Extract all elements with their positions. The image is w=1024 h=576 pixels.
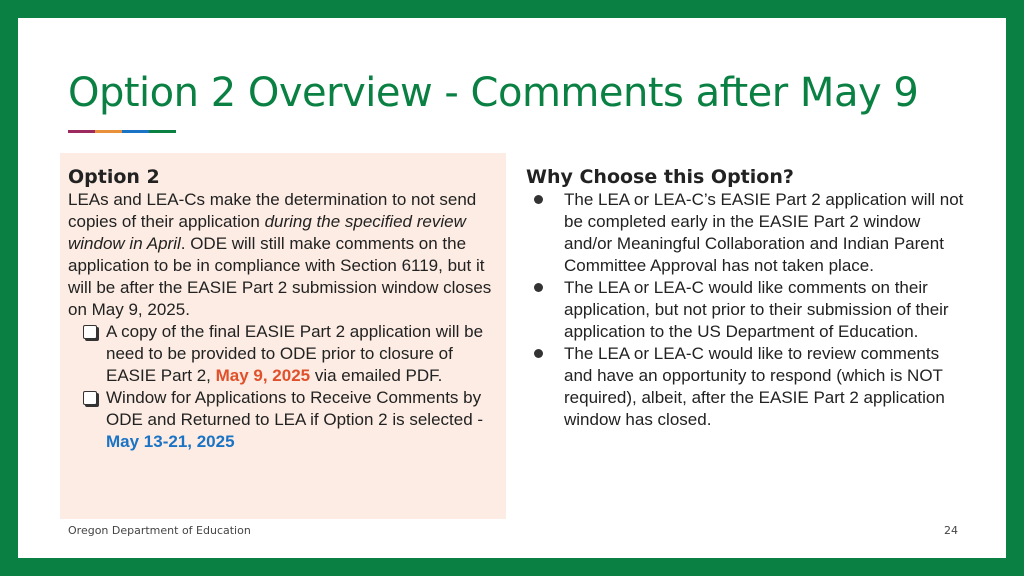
bullet-icon xyxy=(534,195,543,204)
accent-segment-1 xyxy=(68,130,95,133)
intro-text-2: . ODE will still make comments on the application to be in compliance with Section 6119, but it will be after the EASIE Part 2 submission window closes on May 9, 2025. xyxy=(68,234,492,319)
list-item xyxy=(526,277,966,343)
page-number: 24 xyxy=(944,524,958,537)
why-choose-heading: Why Choose this Option? xyxy=(526,166,794,188)
item-text-before: Window for Applications to Receive Comments by ODE and Returned to LEA if Option 2 is selected - xyxy=(106,388,484,429)
accent-segment-4 xyxy=(149,130,176,133)
slide xyxy=(18,18,1006,558)
accent-segment-2 xyxy=(95,130,122,133)
item-text-after: via emailed PDF. xyxy=(310,366,443,385)
why-choose-list xyxy=(526,189,966,431)
checklist-item xyxy=(68,321,498,387)
bullet-icon xyxy=(534,349,543,358)
window-highlight: May 13-21, 2025 xyxy=(106,432,235,451)
bullet-text: The LEA or LEA-C would like comments on their application, but not prior to their submission of their application to the US Department of Education. xyxy=(564,278,949,341)
checkbox-icon xyxy=(83,325,97,339)
footer-org: Oregon Department of Education xyxy=(68,524,251,537)
option-2-heading: Option 2 xyxy=(68,166,160,188)
deadline-highlight: May 9, 2025 xyxy=(215,366,311,385)
item-text-before: A copy of the final EASIE Part 2 application will be need to be provided to ODE prior to closure of EASIE Part 2, xyxy=(106,322,484,385)
list-item xyxy=(526,189,966,277)
intro-text-1: LEAs and LEA-Cs make the determination to not send copies of their application xyxy=(68,190,477,231)
accent-segment-3 xyxy=(122,130,149,133)
list-item xyxy=(526,343,966,431)
option-2-checklist xyxy=(68,321,498,453)
bullet-text: The LEA or LEA-C would like to review comments and have an opportunity to respond (which is NOT required), albeit, after the EASIE Part 2 application window has closed. xyxy=(564,344,945,429)
bullet-text: The LEA or LEA-C’s EASIE Part 2 application will not be completed early in the EASIE Part 2 window and/or Meaningful Collaboration and Indian Parent Committee Approval has not taken place. xyxy=(564,190,964,275)
option-2-intro xyxy=(68,189,498,321)
checkbox-icon xyxy=(83,391,97,405)
bullet-icon xyxy=(534,283,543,292)
why-choose-column xyxy=(526,165,966,431)
option-2-panel xyxy=(60,153,506,519)
title-accent-rule xyxy=(68,130,176,133)
slide-title: Option 2 Overview - Comments after May 9 xyxy=(68,70,919,116)
intro-italic: during the specified review window in April xyxy=(68,212,466,253)
checklist-item xyxy=(68,387,498,453)
